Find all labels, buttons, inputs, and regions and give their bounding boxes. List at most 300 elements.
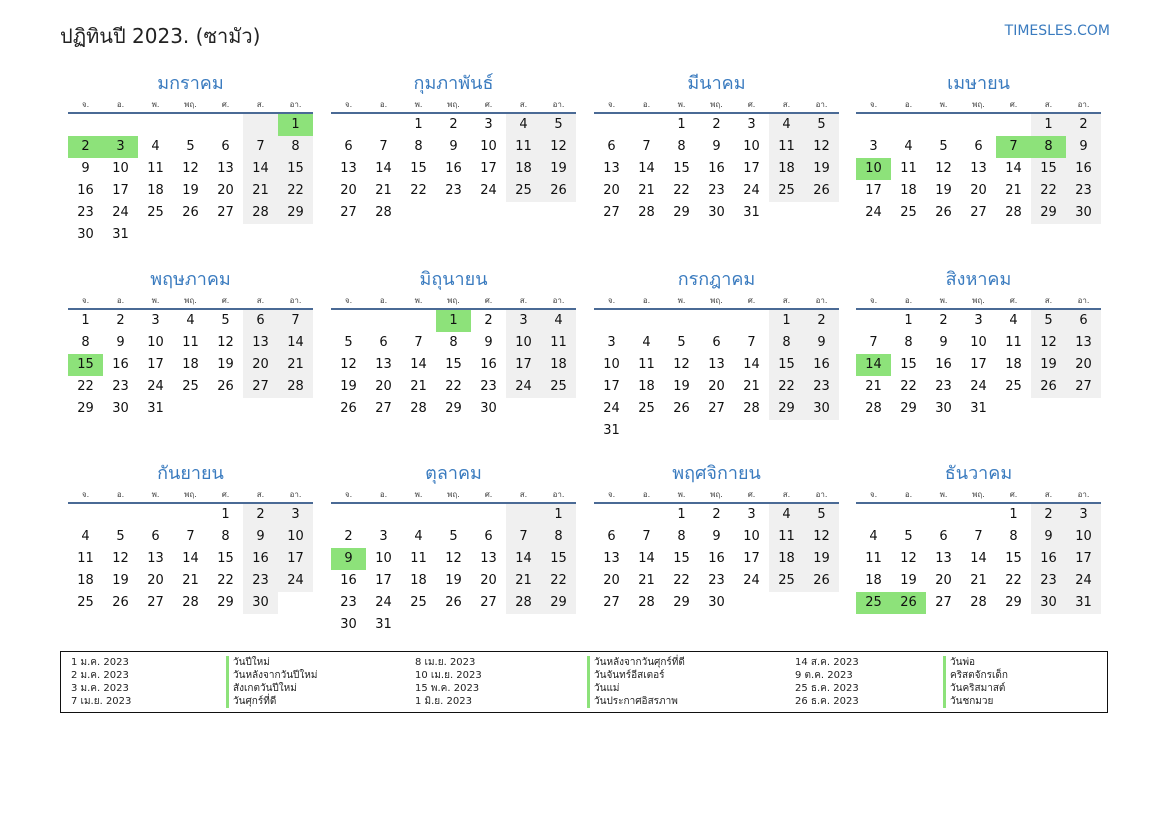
day-cell: 27 (1066, 376, 1101, 398)
day-cell: 26 (541, 180, 576, 202)
day-cell: 12 (935, 161, 952, 176)
day-cell: 3 (747, 507, 756, 522)
day-cell: 5 (677, 335, 686, 350)
day-cell: 7 (747, 335, 756, 350)
day-cell: 22 (1031, 180, 1066, 202)
day-cell: 11 (865, 551, 882, 566)
empty-cell (664, 310, 699, 332)
day-cell: 27 (243, 376, 278, 398)
day-cell: 3 (869, 139, 878, 154)
day-cell: 13 (970, 161, 987, 176)
day-cell: 1 (81, 313, 90, 328)
day-cell: 19 (340, 379, 357, 394)
day-cell: 31 (375, 617, 392, 632)
day-cell: 11 (182, 335, 199, 350)
day-cell: 15 (673, 551, 690, 566)
day-cell: 28 (865, 401, 882, 416)
holiday-names-col-1 (226, 656, 317, 708)
day-cell: 18 (541, 354, 576, 376)
day-cell: 25 (638, 401, 655, 416)
month-name: ธันวาคม (944, 463, 1013, 484)
holiday-name: วันชกมวย (950, 696, 994, 707)
day-cell: 29 (217, 595, 234, 610)
day-cell: 24 (112, 205, 129, 220)
holiday-names-col-3 (943, 656, 1008, 708)
day-cell: 12 (217, 335, 234, 350)
day-cell: 24 (603, 401, 620, 416)
day-cell: 2 (712, 507, 721, 522)
empty-cell (401, 310, 436, 332)
weekday-header (856, 98, 1101, 112)
day-cell: 6 (712, 335, 721, 350)
day-cell: 2 (344, 529, 353, 544)
empty-cell (138, 504, 173, 526)
weekday-label: อา. (815, 490, 828, 499)
day-cell: 7 (642, 139, 651, 154)
holiday-day-cell: 26 (891, 592, 926, 614)
day-cell: 19 (182, 183, 199, 198)
month-block (856, 70, 1101, 224)
day-cell: 25 (182, 379, 199, 394)
empty-cell (366, 504, 401, 526)
weekday-label: อ. (642, 296, 651, 305)
weekday-label: พ. (677, 100, 686, 109)
month-block (68, 460, 313, 614)
day-cell: 19 (673, 379, 690, 394)
day-cell: 8 (541, 526, 576, 548)
day-cell: 24 (1066, 570, 1101, 592)
day-cell: 16 (112, 357, 129, 372)
day-cell: 26 (182, 205, 199, 220)
weekday-label: อ. (904, 490, 913, 499)
day-cell: 8 (677, 139, 686, 154)
weekday-label: อ. (116, 100, 125, 109)
day-cell: 13 (217, 161, 234, 176)
day-cell: 4 (186, 313, 195, 328)
day-cell: 22 (445, 379, 462, 394)
day-cell: 24 (506, 376, 541, 398)
day-cell: 1 (904, 313, 913, 328)
day-cell: 5 (186, 139, 195, 154)
day-cell: 2 (484, 313, 493, 328)
empty-cell (996, 114, 1031, 136)
day-cell: 8 (414, 139, 423, 154)
weekday-label: จ. (81, 296, 90, 305)
day-cell: 27 (217, 205, 234, 220)
day-cell: 20 (935, 573, 952, 588)
holiday-date: 1 มิ.ย. 2023 (415, 696, 472, 707)
day-cell: 18 (77, 573, 94, 588)
weekday-label: อ. (379, 296, 388, 305)
day-cell: 22 (1005, 573, 1022, 588)
day-cell: 8 (449, 335, 458, 350)
holiday-date: 26 ธ.ค. 2023 (795, 696, 859, 707)
day-cell: 15 (1031, 158, 1066, 180)
day-cell: 18 (182, 357, 199, 372)
day-cell: 2 (712, 117, 721, 132)
month-block (856, 266, 1101, 420)
empty-cell (138, 114, 173, 136)
empty-cell (366, 114, 401, 136)
day-cell: 22 (673, 183, 690, 198)
day-cell: 9 (484, 335, 493, 350)
day-cell: 20 (147, 573, 164, 588)
weekday-label: ส. (1044, 490, 1053, 499)
day-cell: 5 (804, 114, 839, 136)
empty-cell (331, 114, 366, 136)
month-block (856, 460, 1101, 614)
weekday-label: พ. (677, 296, 686, 305)
month-name: กันยายน (157, 463, 224, 484)
weekday-label: จ. (344, 490, 353, 499)
weekday-label: ศ. (747, 296, 756, 305)
day-cell: 17 (743, 161, 760, 176)
day-cell: 20 (243, 354, 278, 376)
holiday-list (60, 651, 1108, 713)
day-cell: 20 (480, 573, 497, 588)
weekday-label: จ. (607, 296, 616, 305)
day-cell: 13 (603, 551, 620, 566)
holiday-name: วันหลังจากวันปีใหม่ (233, 670, 318, 681)
day-cell: 23 (445, 183, 462, 198)
day-cell: 2 (1031, 504, 1066, 526)
weekday-label: อ. (116, 490, 125, 499)
month-days (856, 310, 1101, 420)
weekday-label: พ. (939, 490, 948, 499)
day-cell: 29 (1031, 202, 1066, 224)
day-cell: 24 (147, 379, 164, 394)
day-cell: 16 (77, 183, 94, 198)
day-cell: 16 (1066, 158, 1101, 180)
day-cell: 1 (1031, 114, 1066, 136)
day-cell: 2 (243, 504, 278, 526)
day-cell: 5 (116, 529, 125, 544)
weekday-label: อ. (379, 100, 388, 109)
day-cell: 10 (743, 529, 760, 544)
weekday-label: อา. (1077, 490, 1090, 499)
day-cell: 18 (506, 158, 541, 180)
weekday-label: ศ. (221, 296, 230, 305)
empty-cell (891, 504, 926, 526)
empty-cell (68, 114, 103, 136)
day-cell: 26 (217, 379, 234, 394)
day-cell: 23 (243, 570, 278, 592)
day-cell: 28 (970, 595, 987, 610)
day-cell: 27 (603, 595, 620, 610)
weekday-label: พฤ. (710, 296, 723, 305)
day-cell: 23 (708, 183, 725, 198)
day-cell: 20 (1066, 354, 1101, 376)
day-cell: 4 (869, 529, 878, 544)
empty-cell (699, 310, 734, 332)
day-cell: 26 (804, 570, 839, 592)
day-cell: 15 (900, 357, 917, 372)
day-cell: 5 (904, 529, 913, 544)
day-cell: 24 (743, 573, 760, 588)
day-cell: 26 (804, 180, 839, 202)
month-days (68, 310, 313, 420)
holiday-name: วันพ่อ (950, 657, 976, 668)
day-cell: 31 (970, 401, 987, 416)
weekday-header (594, 294, 839, 308)
weekday-label: ศ. (484, 296, 493, 305)
holiday-date: 10 เม.ย. 2023 (415, 670, 482, 681)
day-cell: 26 (935, 205, 952, 220)
weekday-label: ศ. (1009, 490, 1018, 499)
day-cell: 4 (81, 529, 90, 544)
day-cell: 19 (804, 158, 839, 180)
empty-cell (594, 114, 629, 136)
day-cell: 7 (379, 139, 388, 154)
day-cell: 21 (182, 573, 199, 588)
day-cell: 12 (112, 551, 129, 566)
weekday-label: พ. (939, 296, 948, 305)
weekday-label: จ. (869, 100, 878, 109)
empty-cell (436, 504, 471, 526)
day-cell: 16 (243, 548, 278, 570)
month-name: มิถุนายน (419, 269, 488, 290)
day-cell: 19 (1031, 354, 1066, 376)
weekday-label: อา. (289, 296, 302, 305)
holiday-dates-col-2 (415, 656, 482, 708)
day-cell: 15 (541, 548, 576, 570)
weekday-label: อา. (1077, 296, 1090, 305)
day-cell: 28 (743, 401, 760, 416)
day-cell: 19 (935, 183, 952, 198)
day-cell: 17 (743, 551, 760, 566)
month-block (594, 460, 839, 614)
holiday-name: วันแม่ (594, 683, 620, 694)
day-cell: 25 (769, 570, 804, 592)
weekday-label: อ. (904, 296, 913, 305)
day-cell: 21 (638, 183, 655, 198)
day-cell: 25 (1005, 379, 1022, 394)
month-days (856, 504, 1101, 614)
day-cell: 28 (506, 592, 541, 614)
empty-cell (594, 504, 629, 526)
empty-cell (856, 310, 891, 332)
day-cell: 19 (217, 357, 234, 372)
day-cell: 31 (147, 401, 164, 416)
weekday-header (68, 294, 313, 308)
day-cell: 13 (480, 551, 497, 566)
day-cell: 2 (449, 117, 458, 132)
day-cell: 29 (673, 205, 690, 220)
empty-cell (103, 114, 138, 136)
day-cell: 28 (638, 595, 655, 610)
day-cell: 24 (743, 183, 760, 198)
weekday-header (856, 294, 1101, 308)
day-cell: 14 (410, 357, 427, 372)
day-cell: 30 (243, 592, 278, 614)
empty-cell (856, 504, 891, 526)
weekday-label: พ. (939, 100, 948, 109)
day-cell: 16 (1031, 548, 1066, 570)
day-cell: 15 (217, 551, 234, 566)
day-cell: 21 (243, 180, 278, 202)
day-cell: 23 (1031, 570, 1066, 592)
month-days (594, 310, 839, 442)
day-cell: 14 (243, 158, 278, 180)
day-cell: 28 (638, 205, 655, 220)
day-cell: 26 (1031, 376, 1066, 398)
weekday-label: พฤ. (972, 296, 985, 305)
day-cell: 14 (638, 161, 655, 176)
day-cell: 31 (743, 205, 760, 220)
month-days (68, 504, 313, 614)
day-cell: 11 (77, 551, 94, 566)
day-cell: 7 (974, 529, 983, 544)
weekday-label: พ. (151, 490, 160, 499)
day-cell: 30 (1066, 202, 1101, 224)
day-cell: 17 (506, 354, 541, 376)
page-title: ปฏิทินปี 2023. (ซามัว) (60, 24, 261, 48)
day-cell: 18 (147, 183, 164, 198)
day-cell: 11 (769, 136, 804, 158)
day-cell: 15 (769, 354, 804, 376)
day-cell: 1 (414, 117, 423, 132)
day-cell: 14 (970, 551, 987, 566)
day-cell: 30 (804, 398, 839, 420)
weekday-label: ศ. (1009, 296, 1018, 305)
empty-cell (173, 114, 208, 136)
weekday-label: อา. (552, 296, 565, 305)
day-cell: 11 (410, 551, 427, 566)
day-cell: 7 (243, 136, 278, 158)
day-cell: 21 (638, 573, 655, 588)
day-cell: 25 (147, 205, 164, 220)
day-cell: 6 (151, 529, 160, 544)
holiday-date: 14 ส.ค. 2023 (795, 657, 859, 668)
holiday-dates-col-1 (71, 656, 131, 708)
day-cell: 16 (935, 357, 952, 372)
month-days (331, 504, 576, 636)
day-cell: 2 (116, 313, 125, 328)
weekday-label: พ. (151, 100, 160, 109)
empty-cell (926, 504, 961, 526)
day-cell: 19 (112, 573, 129, 588)
day-cell: 12 (673, 357, 690, 372)
day-cell: 14 (1005, 161, 1022, 176)
month-block (594, 70, 839, 224)
day-cell: 24 (970, 379, 987, 394)
month-block (68, 70, 313, 246)
day-cell: 14 (638, 551, 655, 566)
day-cell: 9 (939, 335, 948, 350)
weekday-label: พฤ. (184, 490, 197, 499)
day-cell: 18 (638, 379, 655, 394)
day-cell: 29 (673, 595, 690, 610)
day-cell: 14 (278, 332, 313, 354)
day-cell: 8 (81, 335, 90, 350)
day-cell: 2 (804, 310, 839, 332)
day-cell: 25 (410, 595, 427, 610)
day-cell: 4 (769, 114, 804, 136)
holiday-day-cell: 9 (331, 548, 366, 570)
holiday-day-cell: 15 (68, 354, 103, 376)
day-cell: 3 (1066, 504, 1101, 526)
day-cell: 5 (804, 504, 839, 526)
day-cell: 27 (375, 401, 392, 416)
weekday-label: ส. (1044, 296, 1053, 305)
day-cell: 30 (340, 617, 357, 632)
holiday-day-cell: 3 (103, 136, 138, 158)
day-cell: 14 (182, 551, 199, 566)
holiday-names-col-2 (587, 656, 685, 708)
empty-cell (926, 114, 961, 136)
month-block (331, 266, 576, 420)
day-cell: 11 (638, 357, 655, 372)
holiday-date: 8 เม.ย. 2023 (415, 657, 476, 668)
day-cell: 7 (642, 529, 651, 544)
day-cell: 12 (804, 526, 839, 548)
day-cell: 12 (900, 551, 917, 566)
day-cell: 22 (769, 376, 804, 398)
day-cell: 17 (375, 573, 392, 588)
day-cell: 4 (414, 529, 423, 544)
holiday-day-cell: 25 (856, 592, 891, 614)
weekday-label: พฤ. (184, 296, 197, 305)
day-cell: 15 (445, 357, 462, 372)
weekday-label: พ. (414, 296, 423, 305)
day-cell: 9 (1066, 136, 1101, 158)
day-cell: 3 (974, 313, 983, 328)
day-cell: 13 (708, 357, 725, 372)
day-cell: 2 (1066, 114, 1101, 136)
month-days (594, 114, 839, 224)
weekday-label: พฤ. (447, 100, 460, 109)
day-cell: 15 (278, 158, 313, 180)
day-cell: 21 (278, 354, 313, 376)
day-cell: 11 (769, 526, 804, 548)
day-cell: 21 (1005, 183, 1022, 198)
day-cell: 5 (541, 114, 576, 136)
day-cell: 28 (1005, 205, 1022, 220)
day-cell: 9 (712, 139, 721, 154)
day-cell: 30 (480, 401, 497, 416)
day-cell: 19 (804, 548, 839, 570)
weekday-header (68, 98, 313, 112)
month-name: กุมภาพันธ์ (413, 73, 494, 94)
day-cell: 23 (804, 376, 839, 398)
day-cell: 5 (449, 529, 458, 544)
day-cell: 18 (865, 573, 882, 588)
holiday-day-cell: 14 (856, 354, 891, 376)
day-cell: 17 (865, 183, 882, 198)
day-cell: 4 (1009, 313, 1018, 328)
empty-cell (629, 504, 664, 526)
site-link[interactable]: TIMESLES.COM (1004, 23, 1110, 39)
holiday-name: คริสตจักรเด็ก (950, 670, 1008, 681)
empty-cell (103, 504, 138, 526)
day-cell: 23 (935, 379, 952, 394)
day-cell: 30 (708, 595, 725, 610)
day-cell: 17 (603, 379, 620, 394)
holiday-day-cell: 1 (278, 114, 313, 136)
weekday-label: ส. (519, 296, 528, 305)
day-cell: 10 (603, 357, 620, 372)
day-cell: 9 (81, 161, 90, 176)
day-cell: 12 (445, 551, 462, 566)
weekday-label: พ. (151, 296, 160, 305)
day-cell: 20 (217, 183, 234, 198)
empty-cell (68, 504, 103, 526)
holiday-date: 25 ธ.ค. 2023 (795, 683, 859, 694)
day-cell: 16 (445, 161, 462, 176)
day-cell: 30 (112, 401, 129, 416)
day-cell: 13 (935, 551, 952, 566)
day-cell: 7 (869, 335, 878, 350)
